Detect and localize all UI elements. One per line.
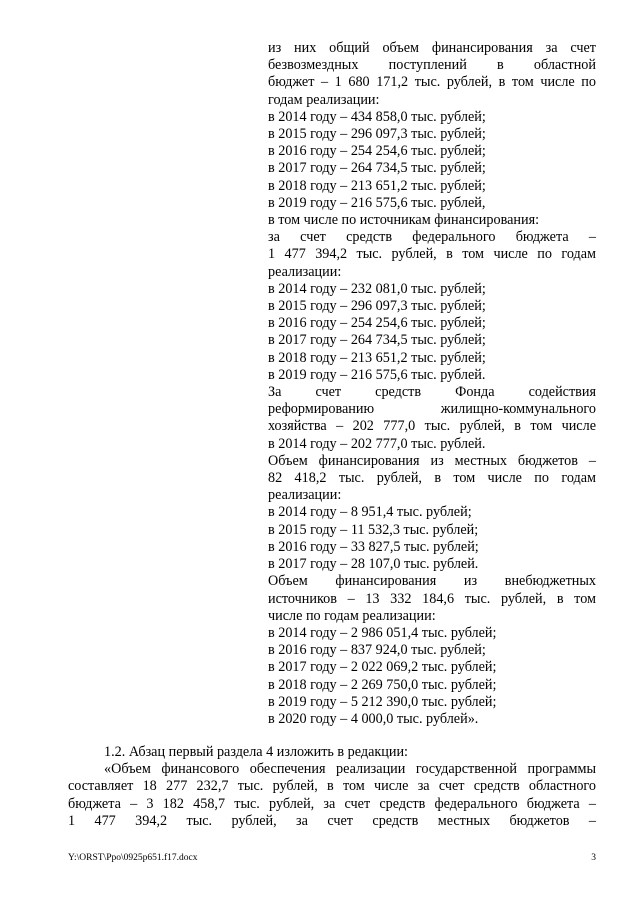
text-line: в том числе по источникам финансирования: [268,212,540,229]
text-line: в 2016 году – 837 924,0 тыс. рублей; [268,642,486,659]
text-line: реформированию жилищно-коммунального [268,401,596,418]
text-line: реализации: [268,487,342,504]
text-line: в 2016 году – 33 827,5 тыс. рублей; [268,538,479,555]
text-line: в 2020 году – 4 000,0 тыс. рублей». [268,710,479,727]
text-line: в 2015 году – 11 532,3 тыс. рублей; [268,521,479,538]
text-line: в 2014 году – 2 986 051,4 тыс. рублей; [268,624,497,641]
text-line: За счет средств Фонда содействия [268,384,596,401]
file-path: Y:\ORST\Ppo\0925p651.f17.docx [68,853,198,863]
text-line: в 2016 году – 254 254,6 тыс. рублей; [268,315,486,332]
paragraph-line: «Объем финансового обеспечения реализации государственной программы [104,761,596,778]
text-line: 82 418,2 тыс. рублей, в том числе по годам [268,470,596,487]
text-line: в 2018 году – 213 651,2 тыс. рублей; [268,177,486,194]
text-line: в 2014 году – 232 081,0 тыс. рублей; [268,280,486,297]
page-footer [68,852,596,864]
text-line: в 2017 году – 264 734,5 тыс. рублей; [268,332,486,349]
text-line: в 2014 году – 202 777,0 тыс. рублей. [268,435,486,452]
text-line: в 2014 году – 8 951,4 тыс. рублей; [268,504,472,521]
text-line: в 2019 году – 5 212 390,0 тыс. рублей; [268,693,497,710]
text-line: бюджет – 1 680 171,2 тыс. рублей, в том числе по [268,74,596,91]
page-number: 3 [591,853,596,863]
paragraph-line: бюджета – 3 182 458,7 тыс. рублей, за счет средств федерального бюджета – [68,795,596,812]
text-line: в 2017 году – 264 734,5 тыс. рублей; [268,160,486,177]
text-line: в 2018 году – 213 651,2 тыс. рублей; [268,349,486,366]
text-line: Объем финансирования из внебюджетных [268,573,596,590]
main-text-block [68,744,596,830]
text-line: хозяйства – 202 777,0 тыс. рублей, в том числе [268,418,596,435]
text-line: реализации: [268,263,342,280]
text-line: числе по годам реализации: [268,607,436,624]
text-line: в 2019 году – 216 575,6 тыс. рублей, [268,194,486,211]
text-line: Объем финансирования из местных бюджетов – [268,452,596,469]
text-line: в 2015 году – 296 097,3 тыс. рублей; [268,126,486,143]
text-line: в 2017 году – 28 107,0 тыс. рублей. [268,556,479,573]
text-line: в 2018 году – 2 269 750,0 тыс. рублей; [268,676,497,693]
paragraph-line: составляет 18 277 232,7 тыс. рублей, в том числе за счет средств областного [68,778,596,795]
text-line: за счет средств федерального бюджета – [268,229,596,246]
text-line: из них общий объем финансирования за счет [268,40,596,56]
text-line: в 2017 году – 2 022 069,2 тыс. рублей; [268,659,497,676]
paragraph-line: 1 477 394,2 тыс. рублей, за счет средств местных бюджетов – [68,812,596,829]
right-column-block [268,40,596,728]
text-line: годам реализации: [268,91,380,108]
text-line: в 2015 году – 296 097,3 тыс. рублей; [268,298,486,315]
text-line: безвозмездных поступлений в областной [268,57,596,74]
text-line: 1 477 394,2 тыс. рублей, в том числе по годам [268,246,596,263]
text-line: в 2014 году – 434 858,0 тыс. рублей; [268,108,486,125]
text-line: в 2016 году – 254 254,6 тыс. рублей; [268,143,486,160]
text-line: в 2019 году – 216 575,6 тыс. рублей. [268,366,486,383]
section-heading: 1.2. Абзац первый раздела 4 изложить в редакции: [104,744,408,760]
text-line: источников – 13 332 184,6 тыс. рублей, в том [268,590,596,607]
